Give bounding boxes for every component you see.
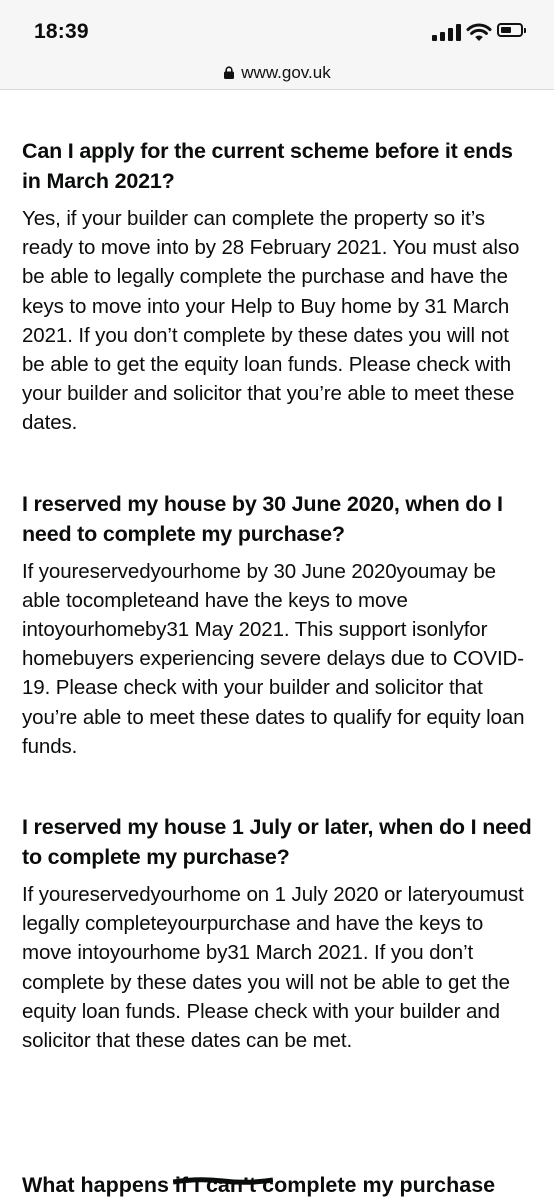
faq-section xyxy=(22,812,534,1055)
status-time: 18:39 xyxy=(34,20,89,43)
lock-icon xyxy=(223,66,235,79)
page-content xyxy=(22,136,534,1106)
wifi-icon xyxy=(466,22,492,42)
faq-answer: If youreservedyourhome on 1 July 2020 or lateryoumust legally completeyourpurchase and have the keys to move intoyourhome by31 March 2021. If you don’t complete by these dates you will not be able to get the equity loan funds. Please check with your builder and solicitor that these dates can be met. xyxy=(22,883,524,1053)
url-text: www.gov.uk xyxy=(241,63,331,82)
cutoff-heading-end: my purchase xyxy=(356,1173,496,1197)
cellular-signal-icon xyxy=(432,24,462,41)
faq-heading: I reserved my house by 30 June 2020, when do I need to complete my purchase? xyxy=(22,491,503,546)
faq-heading: Can I apply for the current scheme before it ends in March 2021? xyxy=(22,139,513,193)
status-bar xyxy=(0,0,554,60)
cutoff-heading-start: What happens xyxy=(22,1173,175,1197)
address-bar[interactable] xyxy=(0,60,554,90)
faq-heading-cutoff xyxy=(22,1170,552,1200)
scribbled-text: if I can’t complete xyxy=(174,1173,357,1197)
faq-section xyxy=(22,136,534,438)
battery-icon xyxy=(497,23,523,37)
faq-answer: Yes, if your builder can complete the property so it’s ready to move into by 28 February 2021. You must also be able to legally complete the purchase and have the keys to move into your Help to Buy home by 31 March 2021. If you don’t complete by these dates you will not be able to get the equity loan funds. Please check with your builder and solicitor that you’re able to meet these dates. xyxy=(22,207,520,435)
faq-heading: I reserved my house 1 July or later, when do I need to complete my purchase? xyxy=(22,815,532,870)
faq-answer: If youreservedyourhome by 30 June 2020youmay be able tocompleteand have the keys to move intoyourhomeby31 May 2021. This support isonlyfor homebuyers experiencing severe delays due to COVID-19. Please check with your builder and solicitor that you’re able to meet these dates to qualify for equity loan funds. xyxy=(22,559,525,758)
faq-section xyxy=(22,489,534,761)
scribble-strikethrough xyxy=(173,1176,273,1186)
